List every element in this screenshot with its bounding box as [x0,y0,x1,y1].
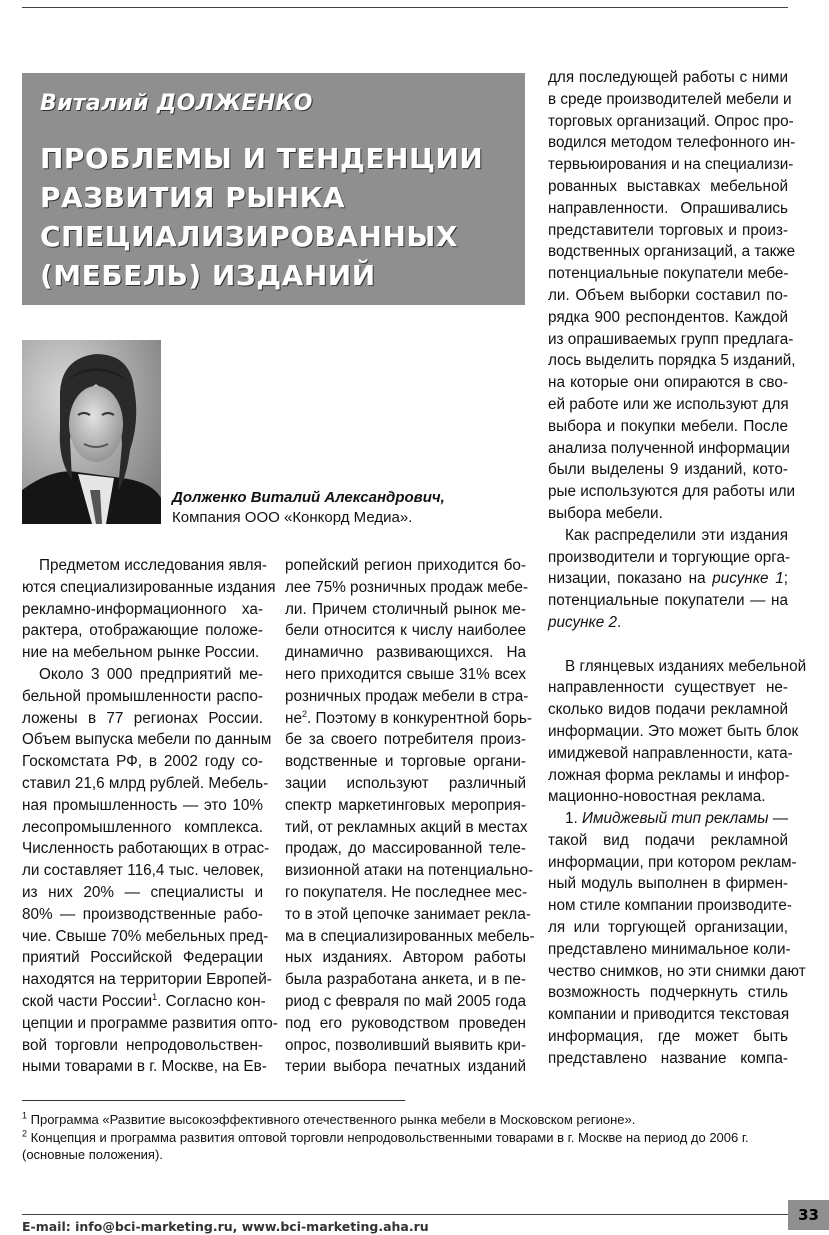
blank-line [548,634,788,656]
text-line: ложены в 77 регионах России. [22,709,263,727]
text-column-1 [22,555,278,1078]
footnote-ref-2: 2 [301,708,307,719]
title-line: СПЕЦИАЛИЗИРОВАННЫХ [40,220,459,253]
footnote-number: 1 [22,1110,28,1121]
text-line: Объем выпуска мебели по данным [22,731,272,749]
text-line: водственные и торговые органи- [285,753,526,771]
text-line: лось выделить порядка 5 изданий, [548,352,796,370]
footnote-rule [22,1100,405,1101]
text-fragment: — [768,810,789,828]
text-line: представлено минимальное коли- [548,940,791,958]
title-box [22,73,525,305]
text-line: розничных продаж мебели в стра- [285,687,529,705]
text-line: чество снимков, но эти снимки дают [548,962,806,980]
text-line: представлено название компа- [548,1049,788,1067]
text-line: риод с февраля по май 2005 года [285,992,526,1010]
footnote-ref-1: 1 [152,991,158,1002]
text-line: информация, где может быть [548,1028,788,1046]
text-line: ей работе или же используют для [548,395,789,413]
text-fragment: . [617,613,622,631]
text-line: в среде производителей мебели и [548,90,792,108]
text-line: тий, от рекламных акций в местах [285,818,528,836]
text-fragment: ; [783,570,788,588]
text-line: го покупателя. Не последнее мес- [285,883,528,901]
text-line: ропейский регион приходится бо- [285,557,526,574]
text-line: ная промышленность — это 10% [22,796,263,814]
text-column-2 [285,555,535,1078]
text-line: информации. Это может быть блок [548,722,799,740]
article-title [40,139,507,295]
text-line [548,568,788,590]
text-line: ставил 21,6 млрд рублей. Мебель- [22,774,269,792]
text-line: направленности. Опрашивались [548,199,788,217]
text-line: приятий Российской Федерации [22,949,263,967]
text-line: ются специализированные издания [22,578,276,596]
text-line: ложная форма рекламы и инфор- [548,766,790,784]
text-line [548,808,788,830]
caption-name: Долженко Виталий Александрович, [172,489,445,506]
text-line: были выделены 9 изданий, кото- [548,461,788,479]
footnote-1 [22,1111,792,1129]
title-line: ПРОБЛЕМЫ И ТЕНДЕНЦИИ [40,142,484,175]
text-line: ли. Причем столичный рынок ме- [285,600,526,618]
text-line: Предметом исследования явля- [39,557,267,574]
text-line: опрос, позволивший выявить кри- [285,1036,527,1054]
text-line [22,991,266,1013]
footnote-text: Концепция и программа развития оптовой торговли непродовольственными товарами в г. Москве на период до 2006 г. (основные положения). [22,1129,749,1162]
text-line: для последующей работы с ними [548,69,788,86]
text-line: сколько видов подачи рекламной [548,701,788,719]
text-line: выбора и покупки мебели. После [548,417,788,435]
text-fragment: не [285,709,302,727]
text-line: чие. Свыше 70% мебельных пред- [22,927,269,945]
text-line: производители и торгующие орга- [548,548,791,566]
footnote-text: Программа «Развитие высокоэффективного отечественного рынка мебели в Московском регионе». [27,1112,636,1127]
text-line: находятся на территории Европей- [22,971,272,989]
text-line: на которые они опираются в сво- [548,374,788,392]
text-line: информации, при котором реклам- [548,853,797,871]
text-line [548,612,788,634]
text-line: рядка 900 респондентов. Каждой [548,308,788,326]
text-line: ный модуль выполнен в фирмен- [548,875,788,893]
page-number: 33 [788,1200,829,1230]
caption-company: Компания ООО «Конкорд Медиа». [172,509,413,526]
text-line: Численность работающих в отрас- [22,840,270,858]
text-line: ли. Объем выборки составил по- [548,286,788,304]
title-line: РАЗВИТИЯ РЫНКА [40,181,346,214]
text-line: динамично развивающихся. На [285,644,526,662]
footnote-2 [22,1129,792,1164]
text-line: рованных выставках мебельной [548,177,788,195]
text-line: ном стиле компании производите- [548,897,792,915]
text-line: 80% — производственные рабо- [22,905,263,923]
figure-ref-1: рисунке 1 [712,570,784,588]
photo-caption [172,488,472,528]
text-line: возможность подчеркнуть стиль [548,984,788,1002]
footer-contact: E-mail: info@bci-marketing.ru, www.bci-marketing.aha.ru [22,1219,429,1234]
text-line: вой торговли непродовольствен- [22,1036,263,1054]
text-line: потенциальные покупатели — на [548,592,788,610]
text-line: компании и приводится текстовая [548,1006,790,1024]
text-line: такой вид подачи рекламной [548,831,788,849]
text-line: тервьюирования и на специализи- [548,156,794,174]
text-line: спектр маркетинговых мероприя- [285,796,526,814]
text-line: него приходится свыше 31% всех [285,665,526,683]
footer-rule [22,1214,788,1215]
text-line: была разработана анкета, и в пе- [285,971,526,989]
text-line: рактера, отображающие положе- [22,622,263,640]
text-line: из опрашиваемых групп предлага- [548,330,794,348]
text-line: рекламно-информационного ха- [22,600,263,618]
text-line: ние на мебельном рынке России. [22,644,260,662]
text-line: бе за своего потребителя произ- [285,731,526,749]
text-line: Как распределили эти издания [565,526,788,544]
text-line: ля или торгующей организации, [548,919,788,937]
text-line: цепции и программе развития опто- [22,1014,278,1032]
text-fragment: ской части России [22,992,153,1010]
text-line: выбора мебели. [548,504,663,522]
text-line: зации используют различный [285,774,526,792]
text-line: из них 20% — специалисты и [22,883,263,901]
text-line: бельной промышленности распо- [22,687,263,705]
text-line: ных изданиях. Автором работы [285,949,526,967]
footnotes [22,1111,792,1164]
text-line: имиджевой направленности, ката- [548,744,793,762]
text-line: направленности существует не- [548,679,788,697]
text-line: потенциальные покупатели мебе- [548,265,789,283]
text-line: то в этой цепочке занимает рекла- [285,905,531,923]
text-line: ли составляет 116,4 тыс. человек, [22,862,264,880]
text-line: ными товарами в г. Москве, на Ев- [22,1058,267,1076]
figure-ref-2: рисунке 2 [548,613,618,631]
footnote-number: 2 [22,1128,28,1139]
text-line: визионной атаки на потенциально- [285,862,534,880]
author-photo [22,340,161,524]
title-line: (МЕБЕЛЬ) ИЗДАНИЙ [40,259,376,292]
text-line: бели относится к числу наиболее [285,622,526,640]
article-author: Виталий ДОЛЖЕНКО [40,91,313,116]
text-line: ма в специализированных мебель- [285,927,535,945]
text-line: водственных организаций, а также [548,243,796,261]
text-line: терии выбора печатных изданий [285,1058,526,1076]
text-line: анализа полученной информации [548,439,790,457]
text-column-3 [548,67,807,1070]
text-fragment: . Согласно кон- [157,992,266,1010]
text-fragment: 1. [565,810,583,828]
author-portrait-image [22,340,161,524]
text-line: торговых организаций. Опрос про- [548,112,794,130]
term-italic: Имиджевый тип рекламы [582,810,769,828]
text-line: мационно-новостная реклама. [548,788,766,806]
text-line: лее 75% розничных продаж мебе- [285,578,529,596]
text-line [285,708,532,730]
text-fragment: . Поэтому в конкурентной борь- [306,709,532,727]
text-line: Около 3 000 предприятий ме- [39,665,263,683]
text-fragment: низации, показано на [548,570,713,588]
text-line: Госкомстата РФ, в 2002 году со- [22,753,263,771]
top-rule [22,7,788,8]
text-line: продаж, до массированной теле- [285,840,526,858]
text-line: В глянцевых изданиях мебельной [565,657,807,675]
text-line: водился методом телефонного ин- [548,134,796,152]
text-line: рые используются для работы или [548,483,796,501]
text-line: лесопромышленного комплекса. [22,818,263,836]
text-line: представители торговых и произ- [548,221,788,239]
text-line: под его руководством проведен [285,1014,526,1032]
